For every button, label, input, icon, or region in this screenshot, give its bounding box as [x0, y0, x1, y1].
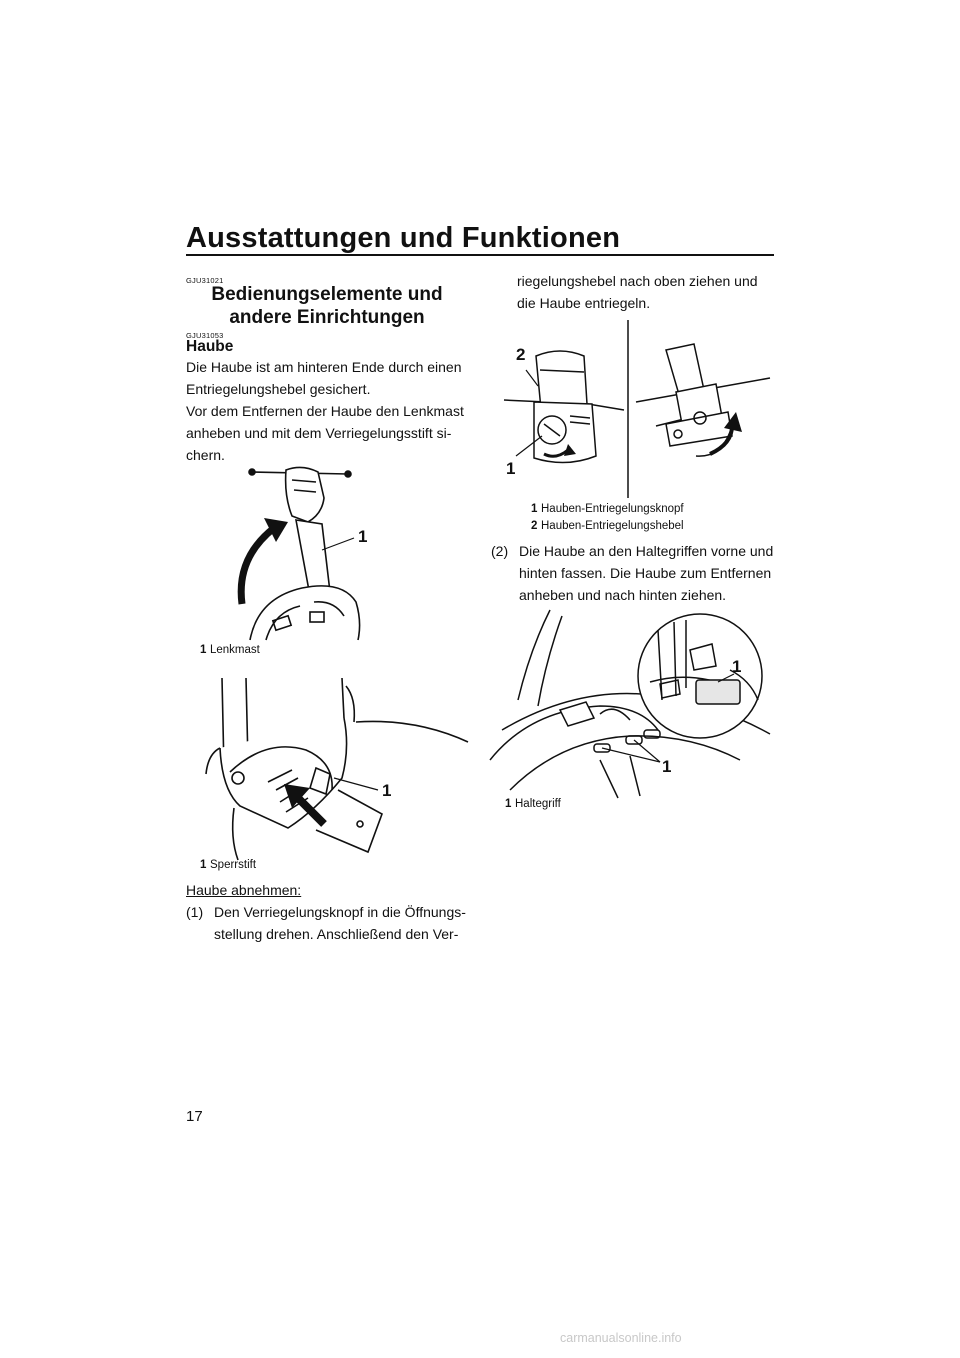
step-1-continued: [517, 270, 758, 314]
fig1-caption-num: 1: [200, 644, 207, 656]
figure-hood-release: [496, 320, 776, 500]
procedure-heading: Haube abnehmen:: [186, 882, 302, 898]
step-1-line2: stellung drehen. Anschließend den Ver-: [214, 926, 459, 942]
page-number: 17: [186, 1108, 203, 1125]
header-rule: [186, 254, 774, 256]
fig4-caption-text: Haltegriff: [515, 798, 561, 810]
fig3-caption1-text: Hauben-Entriegelungsknopf: [541, 503, 684, 515]
subsection-title: Haube: [186, 338, 234, 355]
section-title-line2: andere Einrichtungen: [229, 307, 425, 328]
fig3-caption2-text: Hauben-Entriegelungshebel: [541, 520, 684, 532]
fig3-caption-1: [531, 501, 684, 517]
section-code: GJU31021: [186, 276, 224, 285]
step-2-line1: Die Haube an den Haltegriffen vorne und: [519, 543, 774, 559]
fig1-caption: [200, 642, 260, 658]
figure-lock-pin: [206, 678, 476, 860]
callout-1b: 1: [662, 757, 672, 776]
arrow-icon: [241, 518, 288, 604]
callout-1: 1: [382, 781, 392, 800]
step-2-number: (2): [491, 543, 509, 559]
figure-steering-column: [230, 462, 370, 642]
step-1-cont-line1: riegelungshebel nach oben ziehen und: [517, 273, 758, 289]
figure-grab-handles: [490, 610, 780, 800]
subsection-code: GJU31053: [186, 331, 224, 340]
section-title-line1: Bedienungselemente und: [211, 284, 443, 305]
callout-1: 1: [358, 527, 368, 546]
step-1-text: [214, 901, 466, 945]
fig3-caption1-num: 1: [531, 503, 538, 515]
step-1: [186, 901, 486, 945]
step-2: [491, 540, 781, 606]
callout-2: 2: [516, 345, 526, 364]
para2-line1: Vor dem Entfernen der Haube den Lenkmast: [186, 403, 464, 419]
fig2-caption-text: Sperrstift: [210, 859, 257, 871]
fig4-caption-num: 1: [505, 798, 512, 810]
chapter-title: Ausstattungen und Funktionen: [186, 222, 621, 254]
callout-1: 1: [506, 459, 516, 478]
para1-line1: Die Haube ist am hinteren Ende durch einen: [186, 359, 462, 375]
fig4-caption: [505, 796, 561, 812]
section-title: [186, 283, 468, 329]
step-2-line2: hinten fassen. Die Haube zum Entfernen: [519, 565, 772, 581]
fig3-caption-2: [531, 518, 684, 534]
step-1-line1: Den Verriegelungsknopf in die Öffnungs-: [214, 904, 466, 920]
intro-text: [186, 356, 476, 466]
step-2-line3: anheben und nach hinten ziehen.: [519, 587, 727, 603]
step-1-number: (1): [186, 904, 204, 920]
watermark: carmanualsonline.info: [560, 1331, 682, 1345]
para2-line3: chern.: [186, 447, 225, 463]
callout-1: 1: [732, 657, 742, 676]
step-1-cont-line2: die Haube entriegeln.: [517, 295, 651, 311]
fig2-caption: [200, 857, 256, 873]
fig1-caption-text: Lenkmast: [210, 644, 260, 656]
para1-line2: Entriegelungshebel gesichert.: [186, 381, 371, 397]
fig2-caption-num: 1: [200, 859, 207, 871]
para2-line2: anheben und mit dem Verriegelungsstift si-: [186, 425, 452, 441]
step-2-text: [519, 540, 773, 606]
fig3-caption2-num: 2: [531, 520, 538, 532]
